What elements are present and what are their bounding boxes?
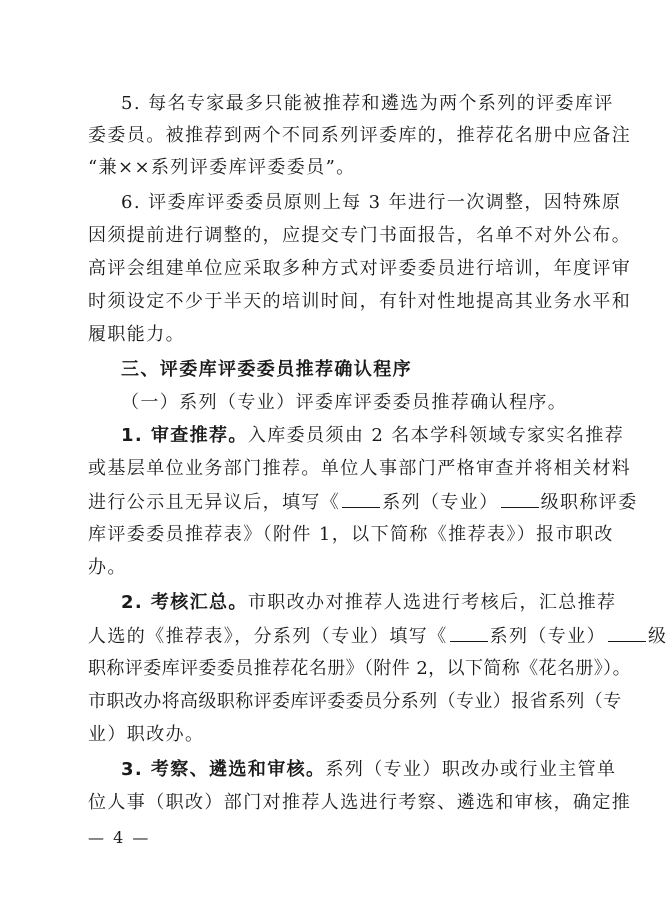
item-2-line-3: 职称评委库评委委员推荐花名册》（附件 2，以下简称《花名册》）。 [88,658,631,679]
item-2-line-2-b: 系列（专业） [489,626,607,647]
item-1-line-4: 库评委委员推荐表》（附件 1，以下简称《推荐表》）报市职改 [88,524,614,545]
item-2-line-1-text: 市职改办对推荐人选进行考核后，汇总推荐 [247,592,617,613]
item-2-line-1 [121,592,616,614]
item-1-line-1 [121,425,624,447]
paragraph-5-line-1: 5. 每名专家最多只能被推荐和遴选为两个系列的评委库评 [121,93,614,114]
paragraph-6-line-4: 时须设定不少于半天的培训时间，有针对性地提高其业务水平和 [88,291,632,312]
item-2-line-5: 业）职改办。 [88,724,205,745]
item-3-line-2: 位人事（职改）部门对推荐人选进行考察、遴选和审核，确定推 [88,792,632,813]
paragraph-5-line-2: 委委员。被推荐到两个不同系列评委库的，推荐花名册中应备注 [88,125,632,146]
fill-blank [342,491,380,508]
item-1-line-2: 或基层单位业务部门推荐。单位人事部门严格审查并将相关材料 [88,458,632,479]
item-2-line-4: 市职改办将高级职称评委库评委委员分系列（专业）报省系列（专 [88,691,622,712]
item-1-title: 1. 审查推荐。 [121,425,248,446]
section-heading: 三、评委库评委委员推荐确认程序 [121,359,412,380]
paragraph-6-line-2: 因须提前进行调整的，应提交专门书面报告，名单不对外公布。 [88,225,632,246]
item-1-line-5: 办。 [88,557,127,578]
item-1-line-1-text: 入库委员须由 2 名本学科领域专家实名推荐 [247,425,625,446]
fill-blank [450,625,488,642]
item-2-title: 2. 考核汇总。 [121,592,248,613]
item-1-line-3-b: 系列（专业） [382,492,499,513]
item-1-line-3-c: 级职称评委 [540,492,638,513]
paragraph-5-line-3: “兼××系列评委库评委委员”。 [88,157,356,178]
item-3-title: 3. 考察、遴选和审核。 [121,759,326,780]
paragraph-6-line-1: 6. 评委库评委委员原则上每 3 年进行一次调整，因特殊原 [121,192,622,213]
item-3-line-1-text: 系列（专业）职改办或行业主管单 [325,759,617,780]
section-subheading: （一）系列（专业）评委库评委委员推荐确认程序。 [121,392,568,413]
paragraph-6-line-5: 履职能力。 [88,324,185,345]
item-2-line-2-a: 人选的《推荐表》，分系列（专业）填写《 [88,626,448,647]
item-1-line-3-a: 进行公示且无异议后，填写《 [88,492,341,513]
item-1-line-3 [88,491,638,514]
paragraph-6-line-3: 高评会组建单位应采取多种方式对评委委员进行培训，年度评审 [88,258,632,279]
item-2-line-2-c: 级 [648,626,667,647]
fill-blank [501,491,539,508]
fill-blank [608,625,646,642]
item-2-line-2 [88,625,667,648]
page-number: — 4 — [88,828,151,847]
item-3-line-1 [121,759,616,781]
